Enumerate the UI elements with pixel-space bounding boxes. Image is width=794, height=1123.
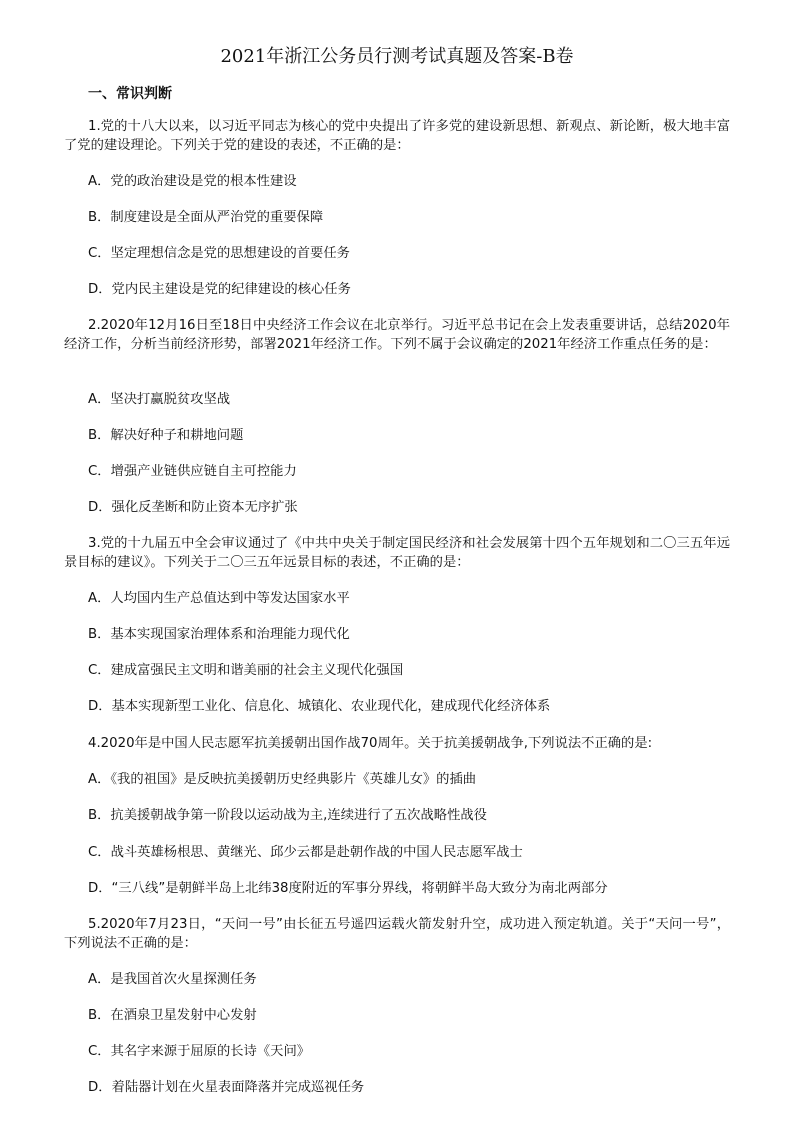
question-2-stem: 2.2020年12月16日至18日中央经济工作会议在北京举行。习近平总书记在会上发表重要讲话，总结2020年经济工作，分析当前经济形势，部署2021年经济工作。下列不属于会议确定的2021年经济工作重点任务的是： [64, 318, 730, 352]
section-heading: 一、常识判断 [88, 86, 172, 102]
question-5-option-a: A．是我国首次火星探测任务 [88, 972, 257, 987]
document-title: 2021年浙江公务员行测考试真题及答案-B卷 [220, 46, 574, 67]
question-2-option-b: B．解决好种子和耕地问题 [88, 428, 244, 443]
question-4-option-c: C．战斗英雄杨根思、黄继光、邱少云都是赴朝作战的中国人民志愿军战士 [88, 845, 523, 860]
question-4-option-d: D．“三八线”是朝鲜半岛上北纬38度附近的军事分界线，将朝鲜半岛大致分为南北两部分 [88, 881, 608, 896]
question-1-option-a: A．党的政治建设是党的根本性建设 [88, 174, 297, 189]
question-1-option-b: B．制度建设是全面从严治党的重要保障 [88, 210, 324, 225]
question-1-stem: 1.党的十八大以来，以习近平同志为核心的党中央提出了许多党的建设新思想、新观点、新论断，极大地丰富了党的建设理论。下列关于党的建设的表述，不正确的是： [64, 119, 730, 153]
question-5-stem: 5.2020年7月23日，“天问一号”由长征五号遥四运载火箭发射升空，成功进入预定轨道。关于“天问一号”，下列说法不正确的是： [64, 917, 730, 951]
question-2-option-c: C．增强产业链供应链自主可控能力 [88, 464, 297, 479]
question-2-option-d: D．强化反垄断和防止资本无序扩张 [88, 500, 298, 515]
question-1-option-c: C．坚定理想信念是党的思想建设的首要任务 [88, 246, 350, 261]
question-1-option-d: D．党内民主建设是党的纪律建设的核心任务 [88, 282, 351, 297]
question-5-option-c: C．其名字来源于屈原的长诗《天问》 [88, 1044, 311, 1059]
question-3-option-d: D．基本实现新型工业化、信息化、城镇化、农业现代化，建成现代化经济体系 [88, 699, 551, 714]
question-3-stem: 3.党的十九届五中全会审议通过了《中共中央关于制定国民经济和社会发展第十四个五年规划和二〇三五年远景目标的建议》。下列关于二〇三五年远景目标的表述，不正确的是： [64, 536, 730, 570]
question-3-option-b: B．基本实现国家治理体系和治理能力现代化 [88, 627, 350, 642]
question-3-option-a: A．人均国内生产总值达到中等发达国家水平 [88, 591, 350, 606]
question-5-option-b: B．在酒泉卫星发射中心发射 [88, 1008, 257, 1023]
question-4-option-a: A．《我的祖国》是反映抗美援朝历史经典影片《英雄儿女》的插曲 [88, 772, 477, 787]
question-3-option-c: C．建成富强民主文明和谐美丽的社会主义现代化强国 [88, 663, 404, 678]
question-5-option-d: D．着陆器计划在火星表面降落并完成巡视任务 [88, 1080, 365, 1095]
question-4-option-b: B．抗美援朝战争第一阶段以运动战为主,连续进行了五次战略性战役 [88, 808, 487, 823]
question-4-stem: 4.2020年是中国人民志愿军抗美援朝出国作战70周年。关于抗美援朝战争,下列说法不正确的是: [88, 736, 653, 751]
question-2-option-a: A．坚决打赢脱贫攻坚战 [88, 392, 231, 407]
